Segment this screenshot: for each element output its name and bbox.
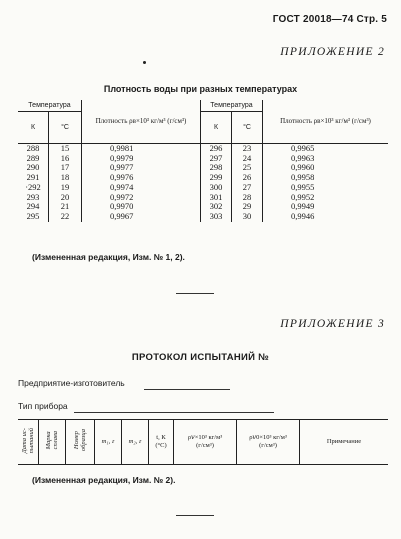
kelvin-column-right (201, 144, 232, 222)
table-cell: 21 (60, 201, 70, 212)
table-cell: 0,9979 (110, 152, 134, 163)
table-cell: 295 (26, 210, 40, 221)
table-cell: 24 (242, 152, 252, 163)
table-cell: 0,9967 (110, 210, 134, 221)
table-cell: 0,9952 (291, 191, 315, 202)
col-m2: m₂, г (122, 420, 149, 465)
table-cell: 30 (242, 210, 252, 221)
table-cell: 0,9970 (110, 201, 134, 212)
col-test-date (18, 420, 39, 465)
appendix-2-label: ПРИЛОЖЕНИЕ 2 (280, 46, 385, 58)
density-header-right-text: Плотность ρв×10³ кг/м³ (г/см³) (280, 117, 371, 125)
density-header-left (82, 100, 201, 144)
col-temperature: t, К (°С) (149, 420, 174, 465)
device-type-field-line[interactable] (74, 412, 274, 413)
table-cell: 0,9977 (110, 162, 134, 173)
col-density-v: ρ𝑣×10³ кг/м³ (г/см³) (174, 420, 237, 465)
table-cell: 303 (209, 210, 223, 221)
table-cell: 298 (209, 162, 223, 173)
amendment-note-1: (Измененная редакция, Изм. № 1, 2). (32, 252, 185, 262)
table-cell: 22 (60, 210, 70, 221)
table-cell: 0,9963 (291, 152, 315, 163)
table-cell: 0,9949 (291, 201, 315, 212)
table-cell: 18 (60, 172, 70, 183)
col-test-date-text: Дата ис- пытаний (21, 427, 35, 454)
temperature-group-header-right: Температура (201, 100, 263, 112)
table-cell: 0,9955 (291, 181, 315, 192)
table-cell: 0,9946 (291, 210, 315, 221)
table-cell: 0,9965 (291, 143, 315, 153)
celsius-column-left (49, 144, 82, 222)
col-remark: Примечание (300, 420, 389, 465)
density-table-title: Плотность воды при разных температурах (103, 84, 298, 94)
table-cell: 20 (60, 191, 70, 202)
table-cell: 301 (209, 191, 223, 202)
enterprise-field-label: Предприятие-изготовитель (18, 378, 125, 388)
table-cell: 25 (242, 162, 252, 173)
amendment-note-2: (Измененная редакция, Изм. № 2). (32, 475, 176, 485)
appendix-3-label: ПРИЛОЖЕНИЕ 3 (280, 318, 385, 330)
table-cell: 0,9958 (291, 172, 315, 183)
kelvin-header-right: К (201, 112, 232, 144)
table-cell: 293 (26, 191, 40, 202)
ink-dot (143, 61, 146, 64)
table-cell: 300 (209, 181, 223, 192)
col-alloy-grade-text: Марка сплава (45, 431, 59, 450)
table-cell: 302 (209, 201, 223, 212)
table-cell: 19 (60, 181, 70, 192)
table-cell: 289 (26, 152, 40, 163)
section-divider-2 (176, 515, 214, 516)
table-cell: 27 (242, 181, 252, 192)
table-cell: 16 (60, 152, 70, 163)
table-cell: 288 (26, 143, 40, 153)
table-cell: ·292 (25, 181, 41, 192)
density-column-left (82, 144, 201, 222)
table-cell: 0,9976 (110, 172, 134, 183)
temperature-group-header-left: Температура (18, 100, 82, 112)
table-cell: 291 (26, 172, 40, 183)
col-sample-number-text: Номер образца (73, 429, 87, 452)
col-m1: m₁, г (95, 420, 122, 465)
col-alloy-grade (39, 420, 66, 465)
col-sample-number (66, 420, 95, 465)
celsius-header-left: °С (49, 112, 82, 144)
table-cell: 28 (242, 191, 252, 202)
running-header: ГОСТ 20018—74 Стр. 5 (272, 14, 387, 25)
celsius-header-right: °С (232, 112, 263, 144)
density-column-right (263, 144, 389, 222)
table-cell: 0,9981 (110, 143, 134, 153)
table-cell: 0,9972 (110, 191, 134, 202)
table-cell: 299 (209, 172, 223, 183)
table-cell: 17 (60, 162, 70, 173)
table-cell: 297 (209, 152, 223, 163)
celsius-column-right (232, 144, 263, 222)
table-cell: 23 (242, 143, 252, 153)
kelvin-header-left: К (18, 112, 49, 144)
section-divider-1 (176, 293, 214, 294)
enterprise-field-line[interactable] (144, 389, 230, 390)
test-protocol-table (18, 419, 388, 465)
density-header-left-text: Плотность ρв×10³ кг/м³ (г/см³) (95, 117, 187, 125)
col-density-v0: ρ𝑣0×10³ кг/м³ (г/см³) (237, 420, 300, 465)
device-type-field-label: Тип прибора (18, 401, 68, 411)
kelvin-column-left (18, 144, 49, 222)
table-cell: 290 (26, 162, 40, 173)
table-cell: 296 (209, 143, 223, 153)
table-cell: 0,9960 (291, 162, 315, 173)
table-cell: 29 (242, 201, 252, 212)
water-density-table (18, 100, 388, 222)
table-cell: 15 (60, 143, 70, 153)
table-cell: 26 (242, 172, 252, 183)
density-header-right (263, 100, 389, 144)
test-protocol-title: ПРОТОКОЛ ИСПЫТАНИЙ № (131, 352, 270, 363)
table-cell: 294 (26, 201, 40, 212)
table-cell: 0,9974 (110, 181, 134, 192)
